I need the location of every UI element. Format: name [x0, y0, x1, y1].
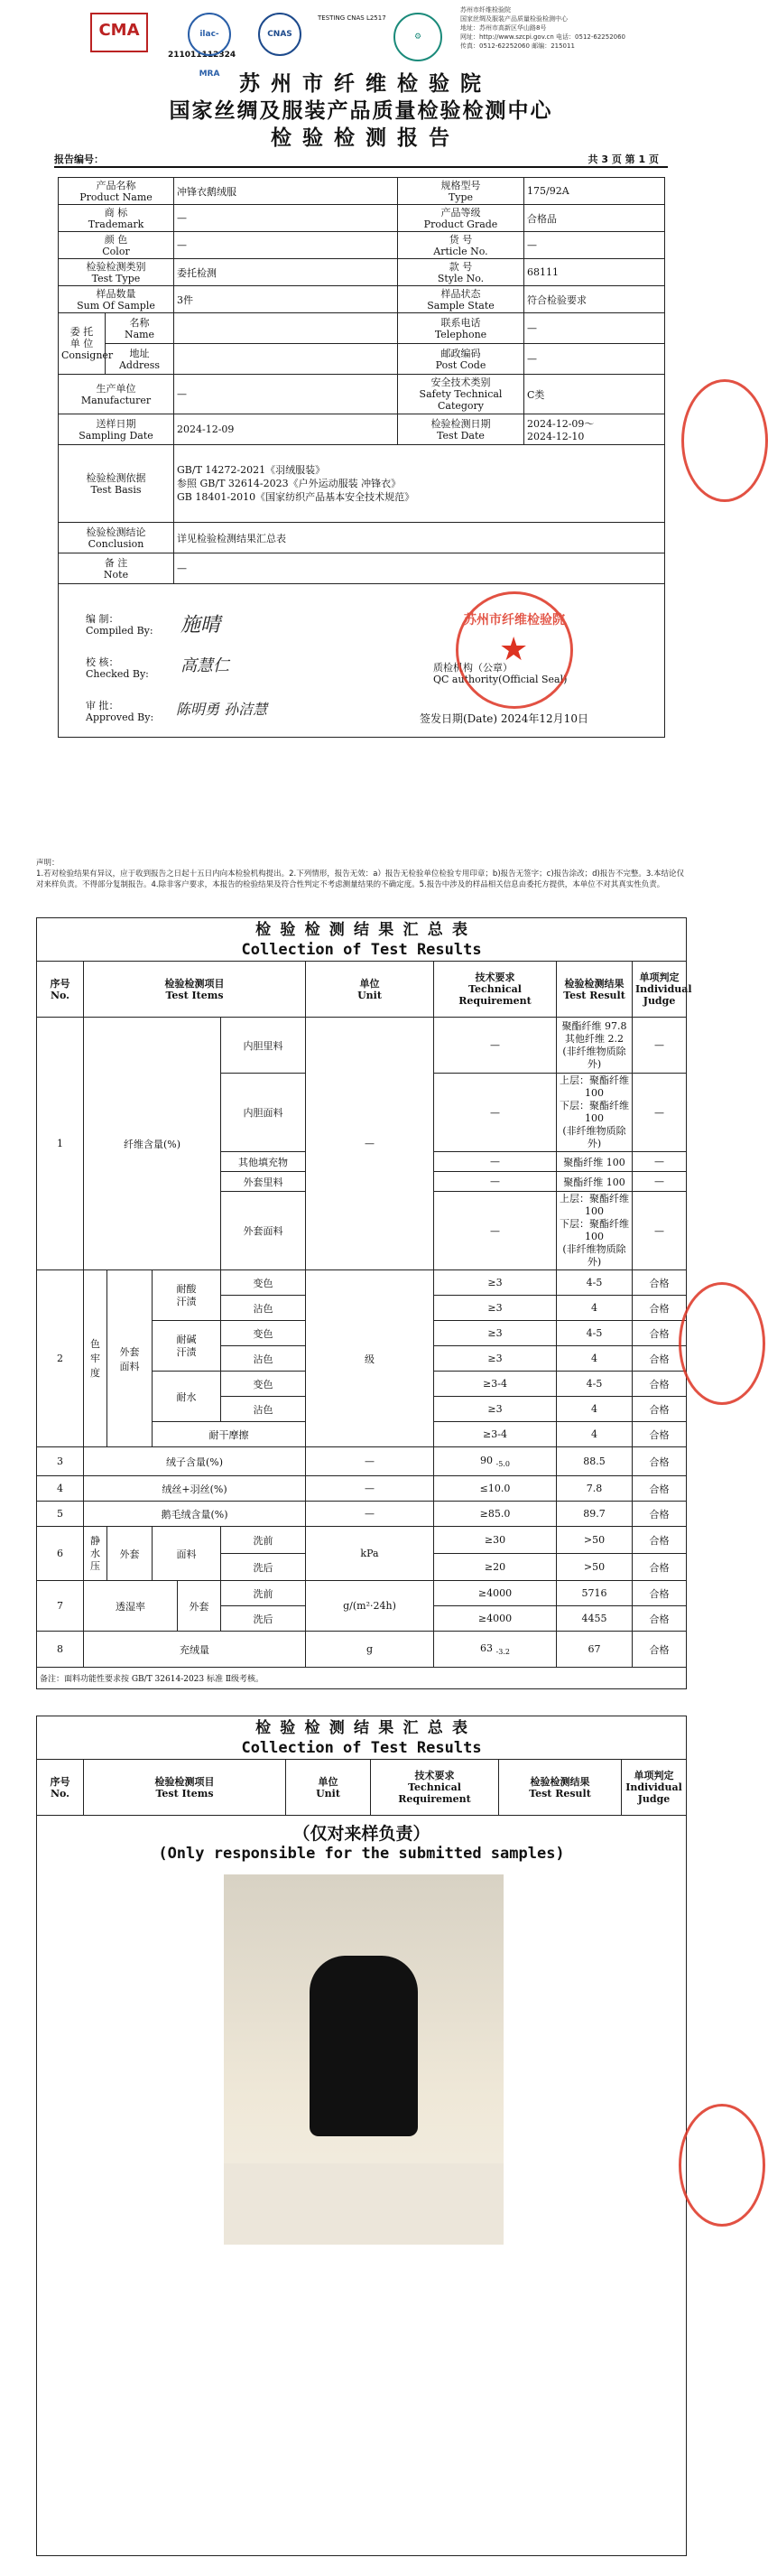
fastness-group: 耐碱 汗渍 — [153, 1321, 221, 1372]
consigner-name — [174, 313, 398, 344]
fastness-sub: 沾色 — [221, 1397, 306, 1422]
fill-unit: g — [306, 1632, 434, 1668]
fastness-sub: 沾色 — [221, 1296, 306, 1321]
row-req — [434, 1447, 557, 1476]
conclusion-label: 检验检测结论 Conclusion — [59, 523, 174, 553]
col-no-2: 序号 No. — [37, 1760, 84, 1816]
article: — — [524, 232, 665, 259]
table-row — [37, 1527, 687, 1554]
address-line: 国家丝绸及服装产品质量检验检测中心 — [460, 15, 568, 23]
fastness-group: 耐干摩擦 — [153, 1422, 306, 1447]
moisture-result: 4455 — [557, 1606, 633, 1632]
col-result-2: 检验检测结果 Test Result — [499, 1760, 622, 1816]
row-result: 88.5 — [557, 1447, 633, 1476]
fiber-result: 上层：聚酯纤维 100 下层：聚酯纤维 100 (非纤维物质除外) — [557, 1074, 633, 1152]
fastness-sub: 变色 — [221, 1270, 306, 1296]
fill-judge: 合格 — [633, 1632, 687, 1668]
fastness-req: ≥3 — [434, 1296, 557, 1321]
test-basis: GB/T 14272-2021《羽绒服装》 参照 GB/T 32614-2023《户外运动服装 冲锋衣》 GB 18401-2010《国家纺织产品基本安全技术规范》 — [174, 445, 665, 523]
address-line: 地址：苏州市高新区华山路8号 — [460, 24, 547, 32]
cert-number: 211011112324 — [168, 51, 236, 60]
row-req: ≤10.0 — [434, 1476, 557, 1502]
test-date: 2024-12-09～ 2024-12-10 — [524, 414, 665, 445]
fiber-part: 外套里料 — [221, 1172, 306, 1192]
fill-result: 67 — [557, 1632, 633, 1668]
row-judge: 合格 — [633, 1502, 687, 1527]
fiber-unit: — — [306, 1018, 434, 1270]
jacket-image — [310, 1956, 418, 2136]
grade-label: 产品等级 Product Grade — [398, 205, 524, 232]
moisture-part: 外套 — [178, 1581, 221, 1632]
disclaimer — [36, 858, 686, 890]
institute-logo: ⚙ — [393, 13, 442, 61]
signature-cell — [59, 584, 665, 738]
moisture-req: ≥4000 — [434, 1606, 557, 1632]
info-table — [58, 177, 665, 738]
fiber-result: 聚酯纤维 97.8 其他纤维 2.2 (非纤维物质除外) — [557, 1018, 633, 1074]
sample-num-label: 样品数量 Sum Of Sample — [59, 286, 174, 313]
results-table — [36, 917, 692, 1689]
disclaimer-text: 1.若对检验结果有异议，应于收到报告之日起十五日内向本检验机构提出。2.下列情形，报告无效：a）报告无检验单位检验专用印章；b)报告无签字；c)报告涂改；d)报告不完整。3.本结论仅对来样负责。不得部分复制报告。4.除非客户要求，本报告的检验结果及符合性判定不考虑测量结果的不确定度。5.报告中涉及的样品相关信息由委托方提供，本单位不对其真实性负责。 — [36, 870, 684, 889]
checked-signature: 高慧仁 — [180, 656, 229, 675]
col-items: 检验检测项目 Test Items — [84, 962, 306, 1018]
fiber-part: 内胆面料 — [221, 1074, 306, 1152]
col-requirement-2: 技术要求 Technical Requirement — [371, 1760, 499, 1816]
safety: C类 — [524, 375, 665, 414]
row-result: 89.7 — [557, 1502, 633, 1527]
moisture-no: 7 — [37, 1581, 84, 1632]
hydro-part: 外套 — [107, 1527, 153, 1581]
req-value: 90 — [480, 1454, 494, 1466]
col-unit-2: 单位 Unit — [286, 1760, 371, 1816]
report-title — [0, 70, 722, 152]
moisture-unit: g/(m²·24h) — [306, 1581, 434, 1632]
row-item: 绒丝+羽丝(%) — [84, 1476, 306, 1502]
moisture-label: 透湿率 — [84, 1581, 178, 1632]
results-footnote: 备注：面料功能性要求按 GB/T 32614-2023 标准 Ⅱ级考核。 — [37, 1668, 687, 1689]
fastness-req: ≥3 — [434, 1270, 557, 1296]
table-row — [37, 1447, 687, 1476]
row-judge: 合格 — [633, 1476, 687, 1502]
table-row — [37, 1476, 687, 1502]
title-line-2: 国家丝绸及服装产品质量检验检测中心 — [169, 99, 553, 123]
fastness-group: 耐水 — [153, 1372, 221, 1422]
hydro-no: 6 — [37, 1527, 84, 1581]
fill-req — [434, 1632, 557, 1668]
photo-floor — [224, 2163, 504, 2245]
fastness-result: 4 — [557, 1296, 633, 1321]
seal-star-icon: ★ — [499, 631, 529, 668]
name-label: 名称 Name — [106, 313, 174, 344]
approved-label: 审 批： Approved By: — [86, 700, 154, 723]
style-label: 款 号 Style No. — [398, 259, 524, 286]
approved-signature: 陈明勇 孙洁慧 — [176, 701, 268, 718]
fastness-req: ≥3 — [434, 1397, 557, 1422]
grade: 合格品 — [524, 205, 665, 232]
title-line-1: 苏 州 市 纤 维 检 验 院 — [238, 72, 484, 96]
row-result: 7.8 — [557, 1476, 633, 1502]
fastness-judge: 合格 — [633, 1397, 687, 1422]
fastness-result: 4 — [557, 1346, 633, 1372]
consigner-address — [174, 344, 398, 375]
row-item: 绒子含量(%) — [84, 1447, 306, 1476]
fiber-judge: — — [633, 1018, 687, 1074]
fastness-req: ≥3-4 — [434, 1372, 557, 1397]
qc-authority-label: 质检机构（公章） QC authority(Official Seal) — [433, 662, 568, 685]
hydro-label: 静 水 压 — [84, 1527, 107, 1581]
manufacturer: — — [174, 375, 398, 414]
fiber-judge: — — [633, 1172, 687, 1192]
hydro-judge: 合格 — [633, 1554, 687, 1581]
fiber-judge: — — [633, 1074, 687, 1152]
row-no: 3 — [37, 1447, 84, 1476]
col-result: 检验检测结果 Test Result — [557, 962, 633, 1018]
fiber-result: 上层：聚酯纤维 100 下层：聚酯纤维 100 (非纤维物质除外) — [557, 1192, 633, 1270]
col-judge-2: 单项判定 Individual Judge — [622, 1760, 687, 1816]
moisture-cond: 洗后 — [221, 1606, 306, 1632]
conclusion: 详见检验检测结果汇总表 — [174, 523, 665, 553]
table-row — [37, 1502, 687, 1527]
address-line: 网址：http://www.szcpi.gov.cn 电话：0512-62252060 — [460, 33, 626, 41]
fiber-req: — — [434, 1152, 557, 1172]
row-item: 鹅毛绒含量(%) — [84, 1502, 306, 1527]
responsibility-cn: （仅对来样负责） — [292, 1824, 430, 1844]
sampling-date: 2024-12-09 — [174, 414, 398, 445]
req-tolerance: -3.2 — [495, 1648, 510, 1657]
fiber-judge: — — [633, 1152, 687, 1172]
color-label: 颜 色 Color — [59, 232, 174, 259]
table-row — [37, 1270, 687, 1296]
results-title-en: Collection of Test Results — [241, 940, 482, 959]
moisture-req: ≥4000 — [434, 1581, 557, 1606]
cma-logo: CMA — [90, 13, 148, 52]
moisture-cond: 洗前 — [221, 1581, 306, 1606]
fastness-sub: 变色 — [221, 1372, 306, 1397]
fastness-result: 4 — [557, 1397, 633, 1422]
report-page-2 — [0, 903, 722, 1716]
title-line-3: 检 验 检 测 报 告 — [270, 126, 452, 150]
fastness-judge: 合格 — [633, 1270, 687, 1296]
row-no: 4 — [37, 1476, 84, 1502]
hydro-result: >50 — [557, 1527, 633, 1554]
safety-label: 安全技术类别 Safety Technical Category — [398, 375, 524, 414]
req-tolerance: -5.0 — [495, 1460, 510, 1469]
sample-state-label: 样品状态 Sample State — [398, 286, 524, 313]
compiled-signature: 施晴 — [180, 614, 221, 637]
note: — — [174, 553, 665, 584]
article-label: 货 号 Article No. — [398, 232, 524, 259]
col-items-2: 检验检测项目 Test Items — [84, 1760, 286, 1816]
ilac-logo: ilac-MRA — [188, 13, 231, 56]
fiber-no: 1 — [37, 1018, 84, 1270]
results-title-cn-2: 检 验 检 测 结 果 汇 总 表 — [255, 1718, 467, 1737]
responsibility-en: (Only responsible for the submitted samples) — [158, 1845, 565, 1863]
fastness-group: 耐酸 汗渍 — [153, 1270, 221, 1321]
sample-state: 符合检验要求 — [524, 286, 665, 313]
req-value: 63 — [480, 1641, 494, 1654]
sample-num: 3件 — [174, 286, 398, 313]
fastness-sub: 沾色 — [221, 1346, 306, 1372]
postcode: — — [524, 344, 665, 375]
results-title — [37, 918, 687, 962]
fiber-result: 聚酯纤维 100 — [557, 1152, 633, 1172]
moisture-judge: 合格 — [633, 1581, 687, 1606]
table-row — [37, 1018, 687, 1074]
note-label: 备 注 Note — [59, 553, 174, 584]
fastness-judge: 合格 — [633, 1296, 687, 1321]
disclaimer-heading: 声明： — [36, 859, 60, 868]
test-type: 委托检测 — [174, 259, 398, 286]
table-row — [37, 1581, 687, 1606]
fastness-result: 4-5 — [557, 1270, 633, 1296]
sample-photo — [224, 1874, 504, 2245]
fill-item: 充绒量 — [84, 1632, 306, 1668]
results-title-2 — [37, 1716, 687, 1760]
hydro-req: ≥20 — [434, 1554, 557, 1581]
fiber-req: — — [434, 1192, 557, 1270]
fiber-req: — — [434, 1172, 557, 1192]
row-unit: — — [306, 1502, 434, 1527]
fastness-result: 4-5 — [557, 1372, 633, 1397]
official-seal: 苏州市纤维检验院 — [456, 591, 573, 709]
trademark: — — [174, 205, 398, 232]
fastness-result: 4 — [557, 1422, 633, 1447]
col-judge: 单项判定 Individual Judge — [633, 962, 687, 1018]
fiber-result: 聚酯纤维 100 — [557, 1172, 633, 1192]
telephone: — — [524, 313, 665, 344]
moisture-result: 5716 — [557, 1581, 633, 1606]
row-unit: — — [306, 1476, 434, 1502]
fastness-req: ≥3-4 — [434, 1422, 557, 1447]
product-name-label: 产品名称 Product Name — [59, 178, 174, 205]
hydro-result: >50 — [557, 1554, 633, 1581]
issue-date: 签发日期(Date) 2024年12月10日 — [420, 712, 588, 725]
fastness-req: ≥3 — [434, 1321, 557, 1346]
fiber-part: 外套面料 — [221, 1192, 306, 1270]
product-name: 冲锋衣鹅绒服 — [174, 178, 398, 205]
fiber-req: — — [434, 1018, 557, 1074]
compiled-label: 编 制： Compiled By: — [86, 613, 153, 637]
edge-seal — [681, 379, 768, 502]
page-info: 共 3 页 第 1 页 — [588, 153, 659, 165]
fastness-sub: 变色 — [221, 1321, 306, 1346]
fastness-no: 2 — [37, 1270, 84, 1447]
spec: 175/92A — [524, 178, 665, 205]
fastness-part: 外套 面料 — [107, 1270, 153, 1447]
edge-seal-2 — [679, 1282, 765, 1405]
row-req: ≥85.0 — [434, 1502, 557, 1527]
fastness-judge: 合格 — [633, 1321, 687, 1346]
results-title-en-2: Collection of Test Results — [241, 1738, 482, 1757]
report-no-label: 报告编号： — [54, 153, 104, 165]
address-label: 地址 Address — [106, 344, 174, 375]
sampling-date-label: 送样日期 Sampling Date — [59, 414, 174, 445]
trademark-label: 商 标 Trademark — [59, 205, 174, 232]
col-unit: 单位 Unit — [306, 962, 434, 1018]
row-unit: — — [306, 1447, 434, 1476]
fastness-result: 4-5 — [557, 1321, 633, 1346]
report-number-line — [54, 152, 668, 168]
fiber-judge: — — [633, 1192, 687, 1270]
report-page-1 — [0, 0, 722, 849]
fastness-judge: 合格 — [633, 1346, 687, 1372]
fastness-judge: 合格 — [633, 1422, 687, 1447]
results-title-cn: 检 验 检 测 结 果 汇 总 表 — [255, 920, 467, 939]
cnas-code: TESTING CNAS L2517 — [318, 14, 386, 22]
telephone-label: 联系电话 Telephone — [398, 313, 524, 344]
moisture-judge: 合格 — [633, 1606, 687, 1632]
hydro-judge: 合格 — [633, 1527, 687, 1554]
fiber-label: 纤维含量(%) — [84, 1018, 221, 1270]
style: 68111 — [524, 259, 665, 286]
hydro-sub: 面料 — [153, 1527, 221, 1581]
fastness-unit: 级 — [306, 1270, 434, 1447]
fastness-judge: 合格 — [633, 1372, 687, 1397]
cnas-logo: CNAS — [258, 13, 301, 56]
fill-no: 8 — [37, 1632, 84, 1668]
fastness-label: 色 牢 度 — [84, 1270, 107, 1447]
postcode-label: 邮政编码 Post Code — [398, 344, 524, 375]
hydro-req: ≥30 — [434, 1527, 557, 1554]
hydro-cond: 洗后 — [221, 1554, 306, 1581]
address-line: 苏州市纤维检验院 — [460, 6, 511, 14]
address-line: 传真：0512-62252060 邮编：215011 — [460, 42, 575, 50]
color: — — [174, 232, 398, 259]
spec-label: 规格型号 Type — [398, 178, 524, 205]
test-type-label: 检验检测类别 Test Type — [59, 259, 174, 286]
row-judge: 合格 — [633, 1447, 687, 1476]
fiber-part: 内胆里料 — [221, 1018, 306, 1074]
hydro-unit: kPa — [306, 1527, 434, 1581]
fiber-req: — — [434, 1074, 557, 1152]
row-no: 5 — [37, 1502, 84, 1527]
hydro-cond: 洗前 — [221, 1527, 306, 1554]
fastness-req: ≥3 — [434, 1346, 557, 1372]
basis-label: 检验检测依据 Test Basis — [59, 445, 174, 523]
edge-seal-3 — [679, 2104, 765, 2227]
col-requirement: 技术要求 Technical Requirement — [434, 962, 557, 1018]
table-row — [37, 1632, 687, 1668]
address-block — [460, 5, 668, 51]
fiber-part: 其他填充物 — [221, 1152, 306, 1172]
consigner-label: 委 托 单 位 Consigner — [59, 313, 106, 375]
checked-label: 校 核： Checked By: — [86, 656, 149, 680]
col-no: 序号 No. — [37, 962, 84, 1018]
test-date-label: 检验检测日期 Test Date — [398, 414, 524, 445]
manufacturer-label: 生产单位 Manufacturer — [59, 375, 174, 414]
